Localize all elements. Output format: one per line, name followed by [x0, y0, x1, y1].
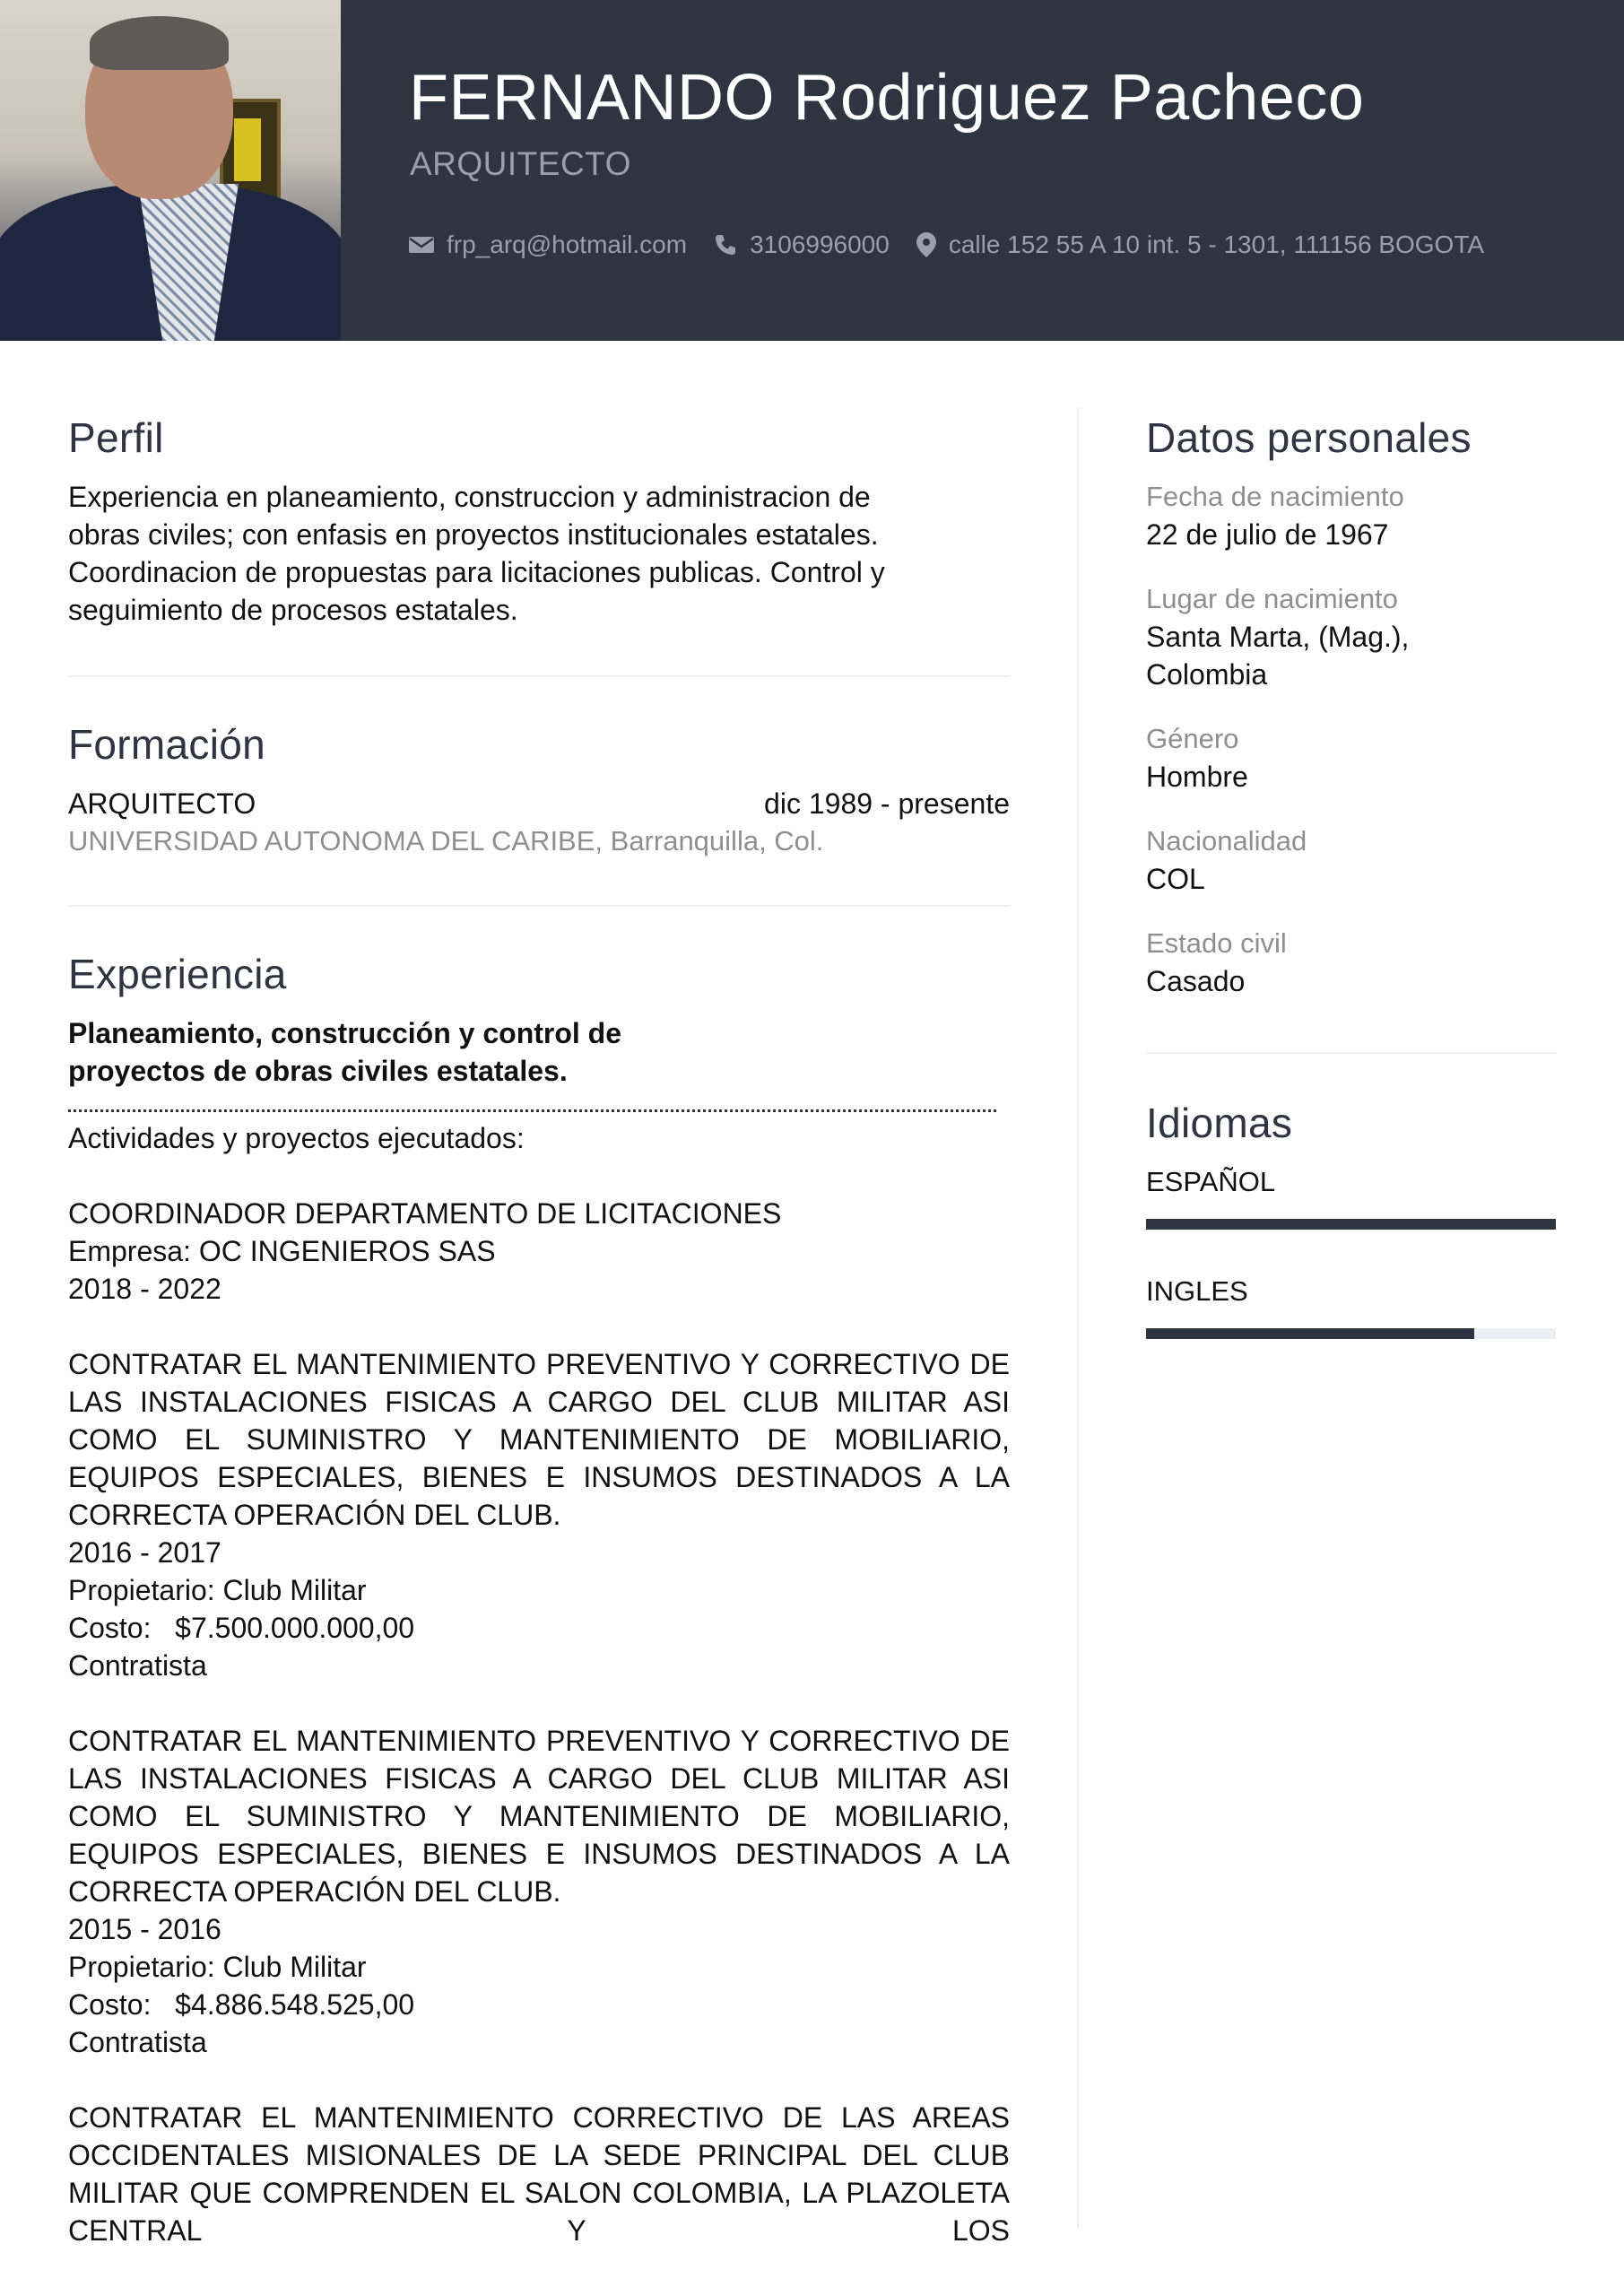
school: UNIVERSIDAD AUTONOMA DEL CARIBE, Barranquilla, Col.: [68, 825, 824, 857]
candidate-name: FERNANDO Rodriguez Pacheco: [409, 62, 1365, 134]
idiomas-heading: Idiomas: [1146, 1100, 1293, 1146]
field-value: Santa Marta, (Mag.),: [1146, 621, 1410, 653]
project-description: CONTRATAR EL MANTENIMIENTO PREVENTIVO Y CORRECTIVO DE LAS INSTALACIONES FISICAS A CARGO DEL CLUB MILITAR ASI COMO EL SUMINISTRO Y MANTENIMIENTO DE MOBILIARIO, EQUIPOS ESPECIALES, BIENES E INSUMOS DESTINADOS A LA CORRECTA OPERACIÓN DEL CLUB.: [68, 1725, 1010, 1908]
education-entry: [68, 785, 1010, 822]
role-position: COORDINADOR DEPARTAMENTO DE LICITACIONES: [68, 1197, 782, 1230]
field-value: Casado: [1146, 965, 1246, 997]
blank-line: [68, 1308, 1010, 1345]
language-level-fill: [1146, 1219, 1556, 1230]
personal-field: [1146, 720, 1556, 796]
experience-intro: Actividades y proyectos ejecutados:: [68, 1122, 525, 1154]
contact-email[interactable]: [409, 230, 687, 259]
language-name: INGLES: [1146, 1275, 1248, 1307]
project-role: Contratista: [68, 1649, 207, 1682]
experience-title-line: Planeamiento, construcción y control de: [68, 1017, 622, 1049]
envelope-icon: [409, 235, 434, 255]
main-column: [68, 408, 1010, 2249]
email-text: frp_arq@hotmail.com: [447, 230, 688, 258]
field-value: Hombre: [1146, 761, 1248, 793]
perfil-line: obras civiles; con enfasis en proyectos institucionales estatales.: [68, 518, 879, 551]
perfil-section: [68, 408, 1010, 629]
perfil-heading: Perfil: [68, 414, 164, 461]
experience-title-line: proyectos de obras civiles estatales.: [68, 1055, 568, 1087]
field-label: Fecha de nacimiento: [1146, 481, 1404, 512]
project-cost: Costo: $4.886.548.525,00: [68, 1988, 415, 2021]
section-divider: [1146, 1052, 1556, 1054]
language-level-fill: [1146, 1328, 1474, 1339]
section-divider: [68, 675, 1010, 677]
phone-icon: [714, 233, 737, 257]
project-cost: Costo: $7.500.000.000,00: [68, 1612, 415, 1644]
job-title: ARQUITECTO: [410, 145, 631, 182]
blank-line: [68, 1157, 1010, 1195]
formacion-heading: Formación: [68, 721, 265, 768]
project-years: 2015 - 2016: [68, 1913, 221, 1945]
formacion-section: [68, 715, 1010, 860]
perfil-line: seguimiento de procesos estatales.: [68, 594, 518, 626]
project-owner: Propietario: Club Militar: [68, 1574, 367, 1606]
field-label: Lugar de nacimiento: [1146, 583, 1398, 614]
project-description: CONTRATAR EL MANTENIMIENTO CORRECTIVO DE LAS AREAS OCCIDENTALES MISIONALES DE LA SEDE PRINCIPAL DEL CLUB MILITAR QUE COMPRENDEN EL SALON COLOMBIA, LA PLAZOLETA CENTRAL Y LOS: [68, 2101, 1010, 2247]
contact-info: [409, 227, 1511, 263]
project-owner: Propietario: Club Militar: [68, 1951, 367, 1983]
project-description: CONTRATAR EL MANTENIMIENTO PREVENTIVO Y CORRECTIVO DE LAS INSTALACIONES FISICAS A CARGO DEL CLUB MILITAR ASI COMO EL SUMINISTRO Y MANTENIMIENTO DE MOBILIARIO, EQUIPOS ESPECIALES, BIENES E INSUMOS DESTINADOS A LA CORRECTA OPERACIÓN DEL CLUB.: [68, 1348, 1010, 1531]
degree: ARQUITECTO: [68, 787, 256, 820]
personal-field: [1146, 478, 1556, 553]
datos-personales-heading: Datos personales: [1146, 414, 1472, 461]
experiencia-section: [68, 944, 1010, 2249]
project-years: 2016 - 2017: [68, 1536, 221, 1569]
dotted-separator: [68, 1109, 996, 1112]
phone-text: 3106996000: [750, 230, 890, 258]
map-pin-icon: [916, 232, 936, 257]
sidebar-column: [1146, 408, 1556, 1339]
contact-address: [916, 230, 1484, 259]
field-label: Género: [1146, 723, 1239, 754]
degree-dates: dic 1989 - presente: [764, 787, 1010, 820]
personal-field: [1146, 822, 1556, 898]
perfil-text: [68, 478, 1010, 629]
personal-field: [1146, 925, 1556, 1000]
field-label: Estado civil: [1146, 927, 1287, 959]
language-item: [1146, 1163, 1556, 1230]
contact-phone[interactable]: [714, 230, 890, 259]
idiomas-section: [1146, 1093, 1556, 1339]
language-level-bar: [1146, 1219, 1556, 1230]
perfil-line: Experiencia en planeamiento, construccion y administracion de: [68, 481, 871, 513]
project-role: Contratista: [68, 2026, 207, 2058]
personal-field: [1146, 580, 1556, 693]
language-item: [1146, 1273, 1556, 1339]
column-divider: [1077, 408, 1079, 2229]
field-label: Nacionalidad: [1146, 825, 1307, 857]
perfil-line: Coordinacion de propuestas para licitaciones publicas. Control y: [68, 556, 885, 588]
blank-line: [68, 2061, 1010, 2099]
role-company: Empresa: OC INGENIEROS SAS: [68, 1235, 496, 1267]
blank-line: [68, 1684, 1010, 1722]
experiencia-heading: Experiencia: [68, 951, 287, 997]
language-name: ESPAÑOL: [1146, 1166, 1276, 1197]
role-years: 2018 - 2022: [68, 1273, 221, 1305]
header: [0, 0, 1624, 341]
datos-personales-section: [1146, 408, 1556, 1000]
profile-photo: [0, 0, 341, 341]
experience-title: [68, 1014, 1010, 1090]
field-value: 22 de julio de 1967: [1146, 518, 1389, 551]
field-value: COL: [1146, 863, 1205, 895]
field-value: Colombia: [1146, 658, 1268, 691]
address-text: calle 152 55 A 10 int. 5 - 1301, 111156 BOGOTA: [948, 230, 1485, 258]
language-level-bar: [1146, 1328, 1556, 1339]
section-divider: [68, 905, 1010, 907]
